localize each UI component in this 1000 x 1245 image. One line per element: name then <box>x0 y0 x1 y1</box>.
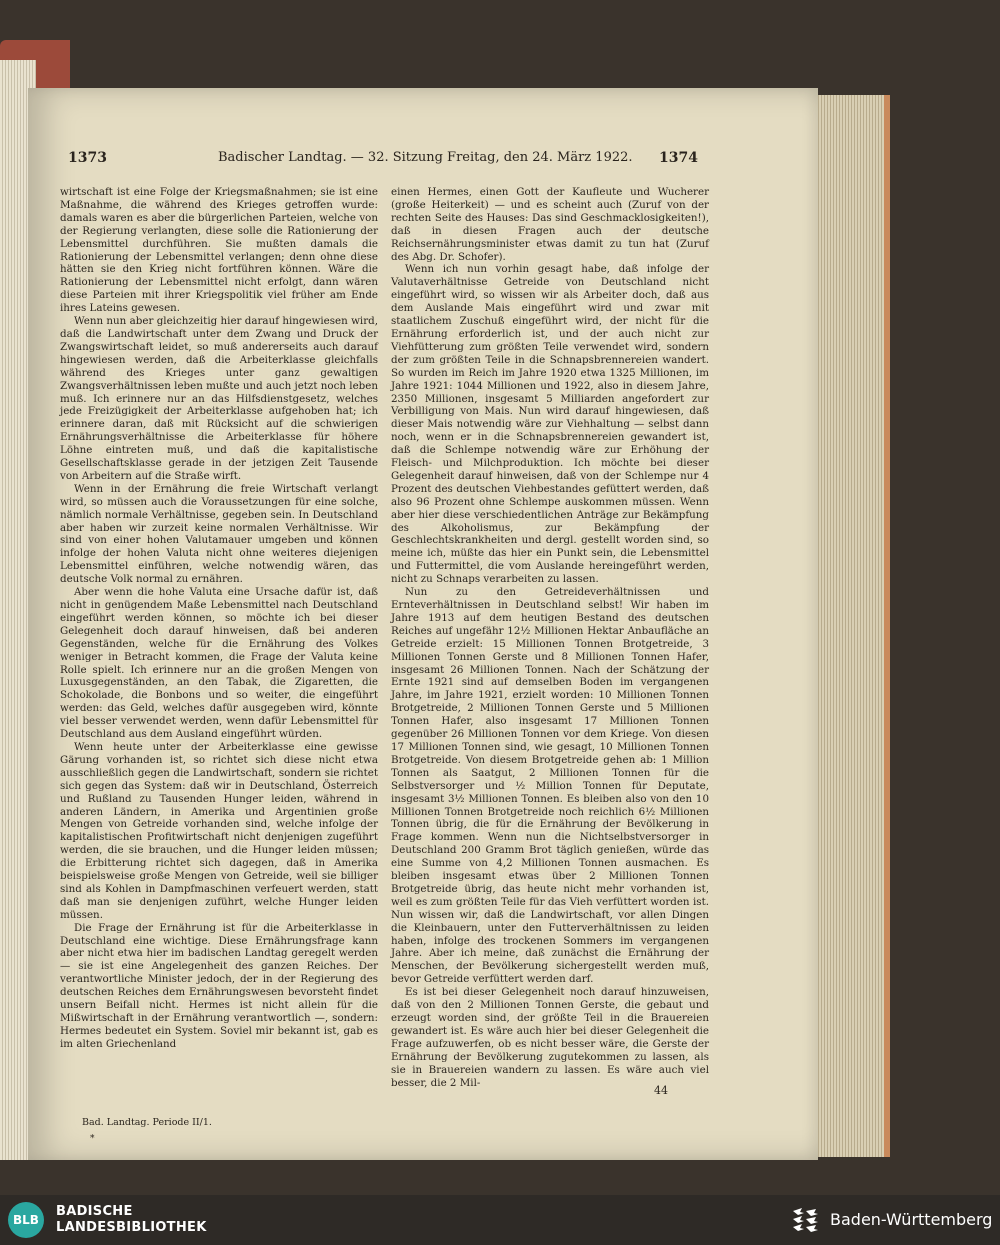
text-column-right <box>391 186 709 1089</box>
blb-line-1: BADISCHE <box>56 1204 133 1219</box>
branding-bar <box>0 1195 1000 1245</box>
paragraph: Nun zu den Getreideverhältnissen und Ernteverhältnissen in Deutschland selbst! Wir haben im Jahre 1913 auf dem heutigen Bestand des deutschen Reiches auf ungefähr 12½ Millionen Hektar Anbaufläche an Getreide erzielt: 15 Millionen Tonnen Brotgetreide, 3 Millionen Tonnen Gerste und 8 Millionen Tonnen Hafer, insgesamt 26 Millionen Tonnen. Nach der Schätzung der Ernte 1921 sind auf demselben Boden im vergangenen Jahre, im Jahre 1921, erzielt worden: 10 Millionen Tonnen Brotgetreide, 2 Millionen Tonnen Gerste und 5 Millionen Tonnen Hafer, also insgesamt 17 Millionen Tonnen gegenüber 26 Millionen Tonnen vor dem Kriege. Von diesen 17 Millionen Tonnen sind, wie gesagt, 10 Millionen Tonnen Brotgetreide. Von diesem Brotgetreide gehen ab: 1 Million Tonnen als Saatgut, 2 Millionen Tonnen für die Selbstversorger und ½ Million Tonnen für Deputate, insgesamt 3½ Millionen Tonnen. Es bleiben also von den 10 Millionen Tonnen Brotgetreide noch reichlich 6½ Millionen Tonnen übrig, die für die Ernährung der Bevölkerung in Frage kommen. Wenn nun die Nichtselbstversorger in Deutschland 200 Gramm Brot täglich genießen, würde das eine Summe von 4,2 Millionen Tonnen ausmachen. Es bleiben insgesamt etwas über 2 Millionen Tonnen Brotgetreide übrig, das heute nicht mehr vorhanden ist, weil es zum größten Teile für das Vieh verfüttert worden ist. Nun wissen wir, daß die Landwirtschaft, vor allen Dingen die Kleinbauern, unter den Futterverhältnissen zu leiden haben, infolge des trockenen Sommers im vergangenen Jahre. Aber ich meine, daß zunächst die Ernährung der Menschen, der Bevölkerung sichergestellt werden muß, bevor Getreide verfüttert werden darf. <box>391 586 709 986</box>
paragraph: Wenn heute unter der Arbeiterklasse eine gewisse Gärung vorhanden ist, so richtet sich diese nicht etwa ausschließlich gegen die Landwirtschaft, sondern sie richtet sich gegen das System: daß wir in Deutschland, Österreich und Rußland zu Tausenden Hunger leiden, während in anderen Ländern, in Amerika und Argentinien große Mengen von Getreide vorhanden sind, welche infolge der kapitalistischen Profitwirtschaft nicht denjenigen zugeführt werden, die sie brauchen, und die Hunger leiden müssen; die Erbitterung richtet sich dagegen, daß in Amerika beispielsweise große Mengen von Getreide, weil sie billiger sind als Kohlen in Dampfmaschinen verfeuert werden, statt daß man sie denjenigen zuführt, welche Hunger leiden müssen. <box>60 740 378 921</box>
footer-star: * <box>90 1134 95 1144</box>
running-head: Badischer Landtag. — 32. Sitzung Freitag, den 24. März 1922. <box>218 150 633 165</box>
blb-wordmark[interactable] <box>56 1204 207 1236</box>
page-number-right: 1374 <box>659 150 698 166</box>
paragraph: Wenn nun aber gleichzeitig hier darauf hingewiesen wird, daß die Landwirtschaft unter dem Zwang und Druck der Zwangswirtschaft leidet, so muß andererseits auch darauf hingewiesen werden, daß die Arbeiterklasse gleichfalls während des Krieges unter ganz gewaltigen Zwangsverhältnissen leben mußte und auch jetzt noch leben muß. Ich erinnere nur an das Hilfsdienstgesetz, welches jede Freizügigkeit der Arbeiterklasse aufgehoben hat; ich erinnere daran, daß mit Rücksicht auf die schwierigen Ernährungsverhältnisse die Arbeiterklasse für höhere Löhne eintreten muß, und daß die kapitalistische Gesellschaftsklasse gerade in der jetzigen Zeit Tausende von Arbeitern auf die Straße wirft. <box>60 315 378 482</box>
page-header <box>68 150 698 172</box>
bw-wordmark[interactable]: Baden-Württemberg <box>830 1210 993 1229</box>
text-column-left <box>60 186 378 1078</box>
footer-imprint: Bad. Landtag. Periode II/1. <box>82 1117 212 1128</box>
blb-logo-icon[interactable]: BLB <box>8 1202 44 1238</box>
page-number-left: 1373 <box>68 150 107 166</box>
paragraph: Aber wenn die hohe Valuta eine Ursache dafür ist, daß nicht in genügendem Maße Lebensmittel nach Deutschland eingeführt werden können, so möchte ich bei dieser Gelegenheit doch darauf hinweisen, daß bei anderen Gegenständen, welche für die Ernährung des Volkes weniger in Betracht kommen, die Frage der Valuta keine Rolle spielt. Ich erinnere nur an die großen Mengen von Luxusgegenständen, an den Tabak, die Zigaretten, die Schokolade, die Bonbons und so weiter, die eingeführt werden: das Geld, welches dafür ausgegeben wird, könnte viel besser verwendet werden, wenn dafür Lebensmittel für Deutschland aus dem Ausland eingeführt würden. <box>60 586 378 741</box>
paragraph: wirtschaft ist eine Folge der Kriegsmaßnahmen; sie ist eine Maßnahme, die während des Krieges getroffen wurde: damals waren es aber die bürgerlichen Parteien, welche von der Regierung verlangten, diese solle die Rationierung der Lebensmittel durchführen. Sie mußten damals die Rationierung der Lebensmittel verlangen; denn ohne diese hätten sie den Krieg nicht fortführen können. Wäre die Rationierung der Lebensmittel nicht erfolgt, dann wären diese Parteien mit ihrer Kriegspolitik viel früher am Ende ihres Lateins gewesen. <box>60 186 378 315</box>
lions-coat-of-arms-icon[interactable] <box>790 1206 820 1234</box>
paragraph: Wenn ich nun vorhin gesagt habe, daß infolge der Valutaverhältnisse Getreide von Deutschland nicht eingeführt wird, so wissen wir als Arbeiter doch, daß aus dem Auslande Mais eingeführt wird und zwar mit staatlichem Zuschuß eingeführt wird, der nicht für die Ernährung erforderlich ist, und der auch nicht zur Viehfütterung zum größten Teile verwendet wird, sondern der zum größten Teile in die Schnapsbrennereien wandert. So wurden im Reich im Jahre 1920 etwa 1325 Millionen, im Jahre 1921: 1044 Millionen und 1922, also in diesem Jahre, 2350 Millionen, insgesamt 5 Milliarden angefordert zur Verbilligung von Mais. Nun wird darauf hingewiesen, daß dieser Mais notwendig wäre zur Viehhaltung — selbst dann noch, wenn er in die Schnapsbrennereien gewandert ist, daß die Schlempe notwendig wäre zur Erhöhung der Fleisch- und Milchproduktion. Ich möchte bei dieser Gelegenheit darauf hinweisen, daß von der Schlempe nur 4 Prozent des deutschen Viehbestandes gefüttert werden, daß also 96 Prozent ohne Schlempe auskommen müssen. Wenn aber hier diese verschiedentlichen Anträge zur Bekämpfung des Alkoholismus, zur Bekämpfung der Geschlechtskrankheiten und dergl. gestellt worden sind, so meine ich, müßte das hier ein Punkt sein, die Lebensmittel und Futtermittel, die vom Auslande hereingeführt werden, nicht zu Schnaps verarbeiten zu lassen. <box>391 263 709 586</box>
paragraph: einen Hermes, einen Gott der Kaufleute und Wucherer (große Heiterkeit) — und es scheint auch (Zuruf von der rechten Seite des Hauses: Das sind Geschmacklosigkeiten!), daß in diesen Fragen auch der deutsche Reichsernährungsminister etwas damit zu tun hat (Zuruf des Abg. Dr. Schofer). <box>391 186 709 263</box>
blb-line-2: LANDESBIBLIOTHEK <box>56 1220 207 1235</box>
signature-mark: 44 <box>654 1084 668 1097</box>
paragraph: Die Frage der Ernährung ist für die Arbeiterklasse in Deutschland eine wichtige. Diese Ernährungsfrage kann aber nicht etwa hier im badischen Landtag geregelt werden — sie ist eine Angelegenheit des ganzen Reiches. Der verantwortliche Minister jedoch, der in der Regierung des deutschen Reiches dem Ernährungswesen bevorsteht findet unsern Beifall nicht. Hermes ist nicht allein für die Mißwirtschaft in der Ernährung verantwortlich —, sondern: Hermes bedeutet ein System. Soviel mir bekannt ist, gab es im alten Griechenland <box>60 921 378 1050</box>
paragraph: Es ist bei dieser Gelegenheit noch darauf hinzuweisen, daß von den 2 Millionen Tonnen Gerste, die gebaut und erzeugt worden sind, der größte Teil in die Brauereien gewandert ist. Es wäre auch hier bei dieser Gelegenheit die Frage aufzuwerfen, ob es nicht besser wäre, die Gerste der Ernährung der Bevölkerung zugutekommen zu lassen, als sie in Brauereien wandern zu lassen. Es wäre auch viel besser, die 2 Mil- <box>391 986 709 1089</box>
paragraph: Wenn in der Ernährung die freie Wirtschaft verlangt wird, so müssen auch die Voraussetzungen für eine solche, nämlich normale Verhältnisse, gegeben sein. In Deutschland aber haben wir zurzeit keine normalen Verhältnisse. Wir sind von einer hohen Valutamauer umgeben und können infolge der hohen Valuta nicht ohne weiteres diejenigen Lebensmittel einführen, welche notwendig wären, das deutsche Volk normal zu ernähren. <box>60 482 378 586</box>
